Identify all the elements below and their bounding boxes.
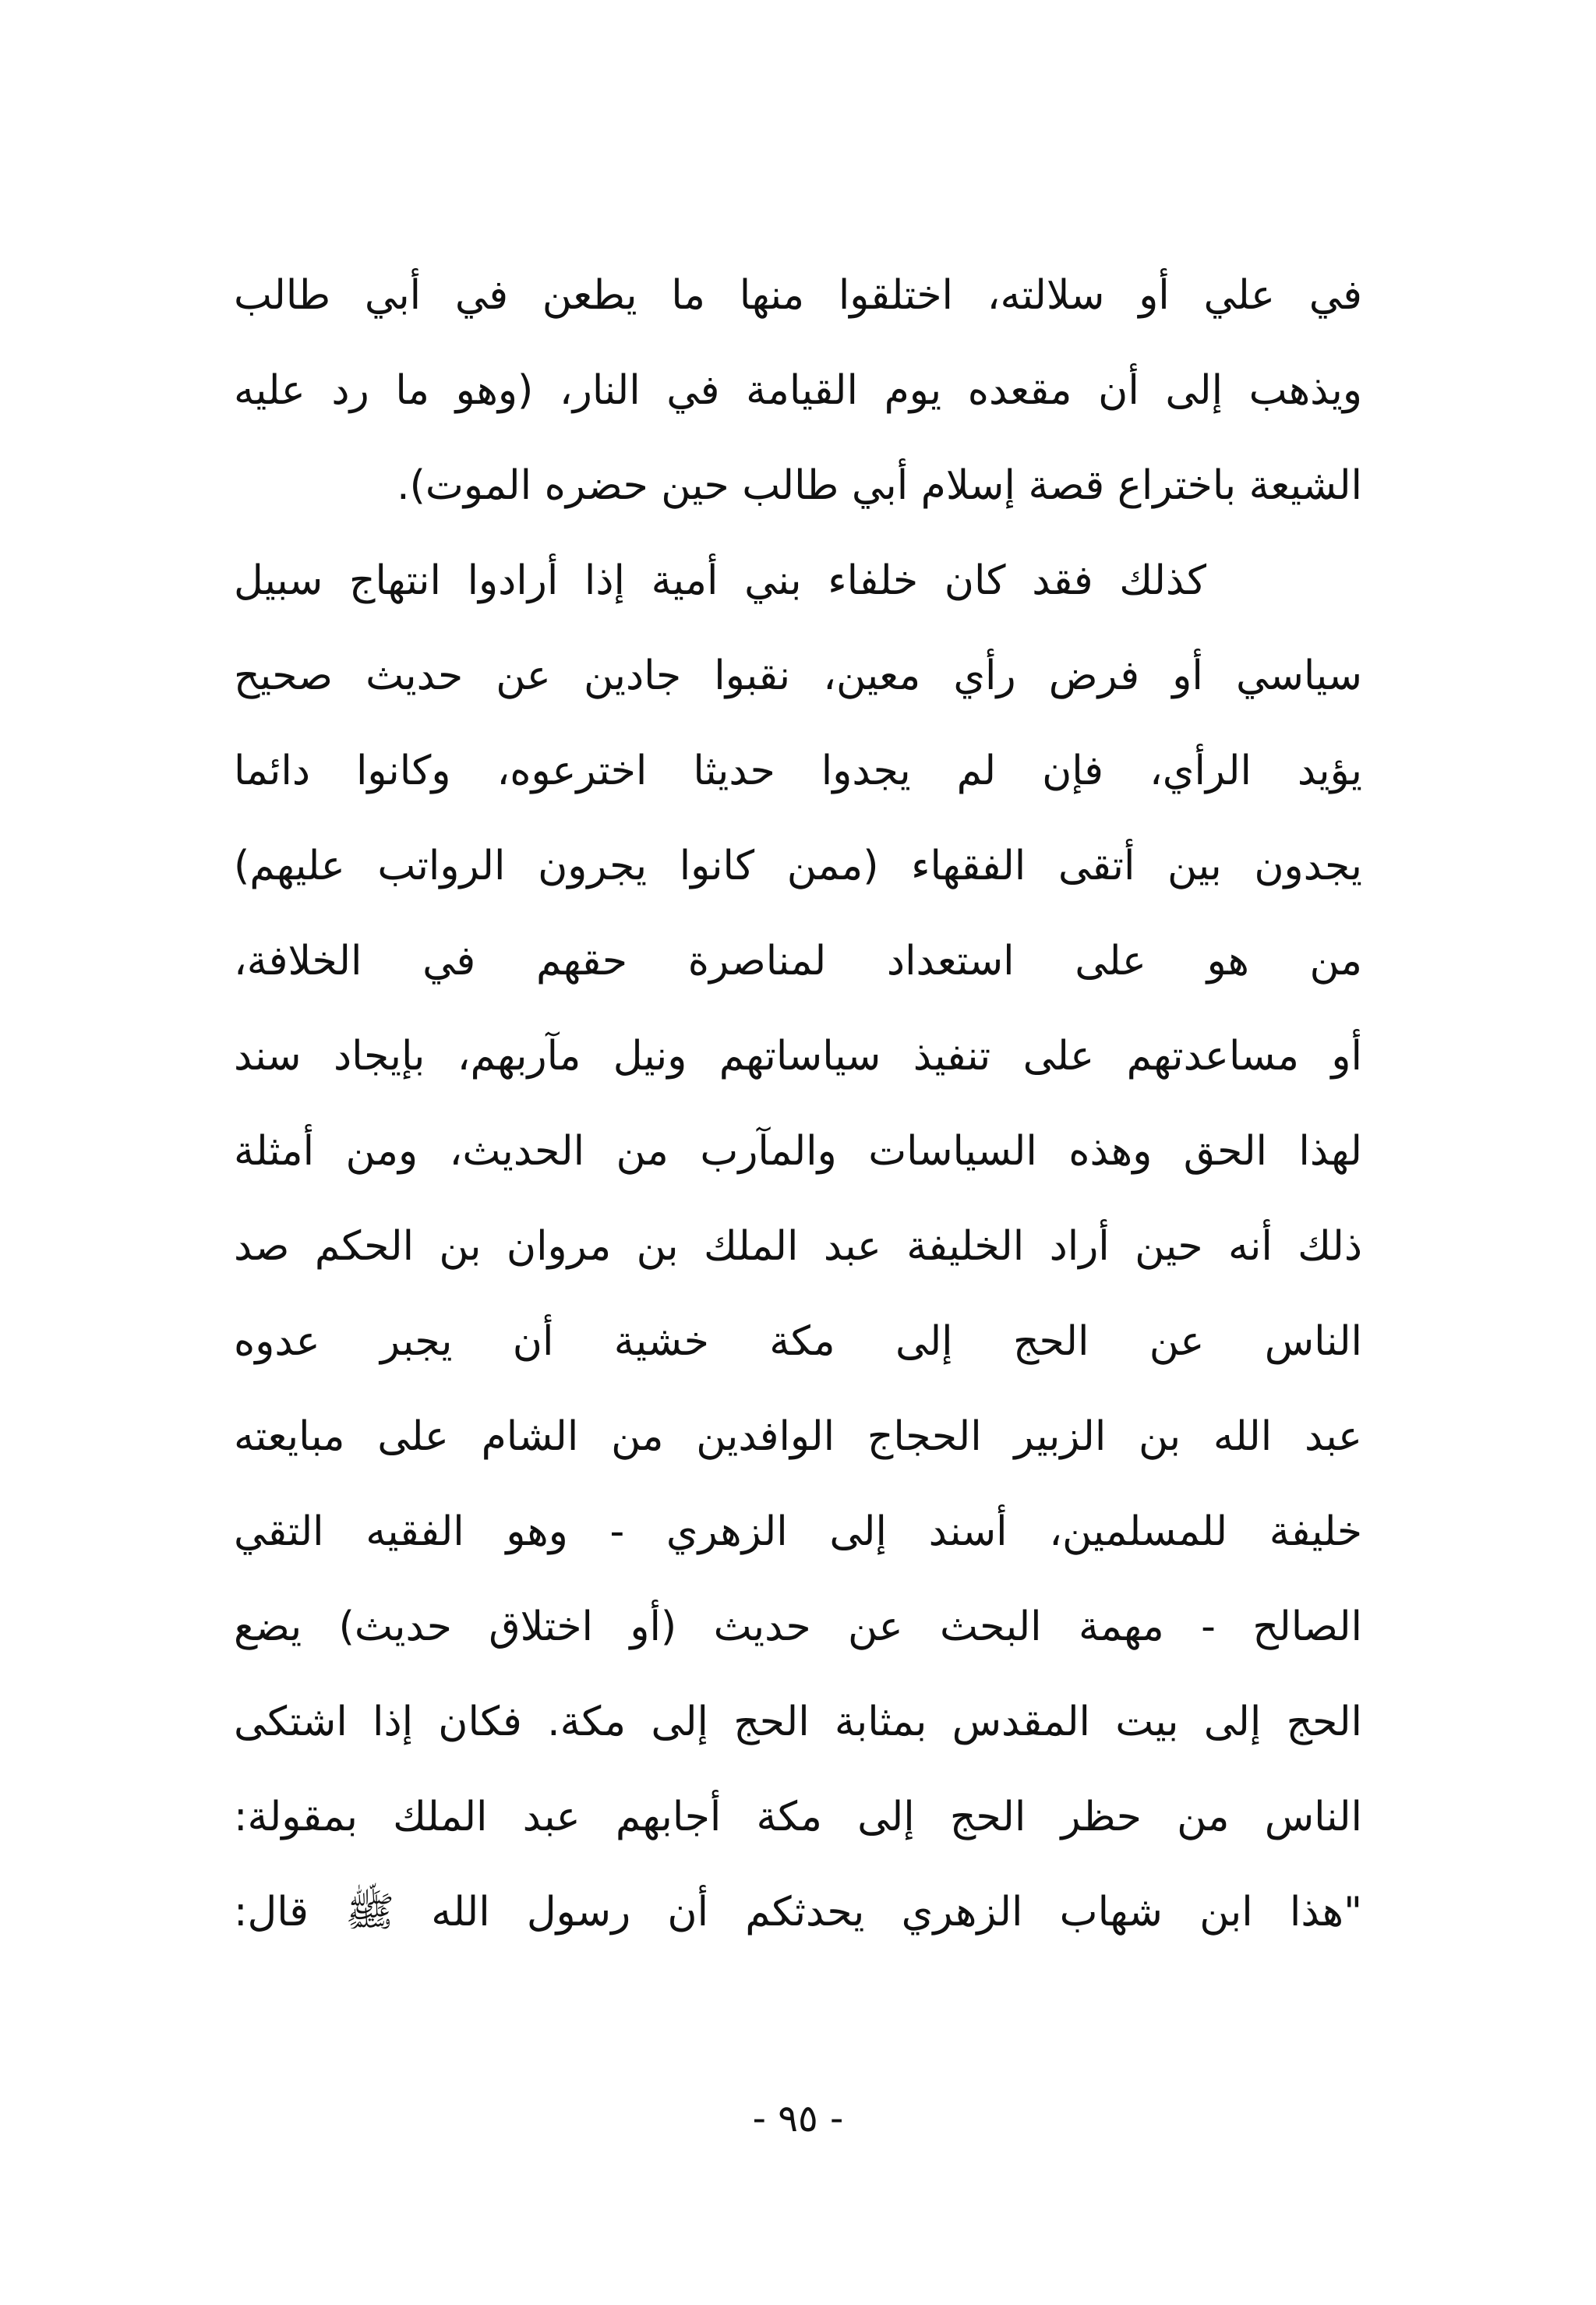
text-line: "هذا ابن شهاب الزهري يحدثكم أن رسول الله ﷺ قال: — [234, 1889, 1362, 1936]
text-line: الناس عن الحج إلى مكة خشية أن يجبر عدوه — [234, 1318, 1362, 1365]
text-line: يؤيد الرأي، فإن لم يجدوا حديثا اخترعوه، وكانوا دائما — [234, 748, 1362, 794]
body-text — [234, 248, 1362, 1960]
paragraph-2 — [234, 533, 1362, 1960]
text-line: خليفة للمسلمين، أسند إلى الزهري - وهو الفقيه التقي — [234, 1508, 1362, 1555]
text-line: أو مساعدتهم على تنفيذ سياساتهم ونيل مآربهم، بإيجاد سند — [234, 1033, 1362, 1080]
page-number: - ٩٥ - — [752, 2097, 844, 2141]
text-line: عبد الله بن الزبير الحجاج الوافدين من الشام على مبايعته — [234, 1413, 1362, 1460]
text-line: الناس من حظر الحج إلى مكة أجابهم عبد الملك بمقولة: — [234, 1794, 1362, 1840]
text-line: كذلك فقد كان خلفاء بني أمية إذا أرادوا انتهاج سبيل — [234, 557, 1206, 604]
text-line: سياسي أو فرض رأي معين، نقبوا جادين عن حديث صحيح — [234, 652, 1362, 699]
paragraph-1 — [234, 248, 1362, 533]
text-line: لهذا الحق وهذه السياسات والمآرب من الحديث، ومن أمثلة — [234, 1128, 1362, 1175]
text-line: ويذهب إلى أن مقعده يوم القيامة في النار، (وهو ما رد عليه — [234, 367, 1362, 414]
text-line: في علي أو سلالته، اختلقوا منها ما يطعن في أبي طالب — [234, 272, 1362, 319]
text-line: من هو على استعداد لمناصرة حقهم في الخلافة، — [234, 938, 1362, 985]
text-line: الحج إلى بيت المقدس بمثابة الحج إلى مكة. فكان إذا اشتكى — [234, 1699, 1362, 1745]
text-line: الصالح - مهمة البحث عن حديث (أو اختلاق حديث) يضع — [234, 1603, 1362, 1650]
text-line: ذلك أنه حين أراد الخليفة عبد الملك بن مروان بن الحكم صد — [234, 1223, 1362, 1270]
text-line: يجدون بين أتقى الفقهاء (ممن كانوا يجرون الرواتب عليهم) — [234, 843, 1362, 889]
text-line: الشيعة باختراع قصة إسلام أبي طالب حين حضره الموت). — [397, 462, 1362, 509]
